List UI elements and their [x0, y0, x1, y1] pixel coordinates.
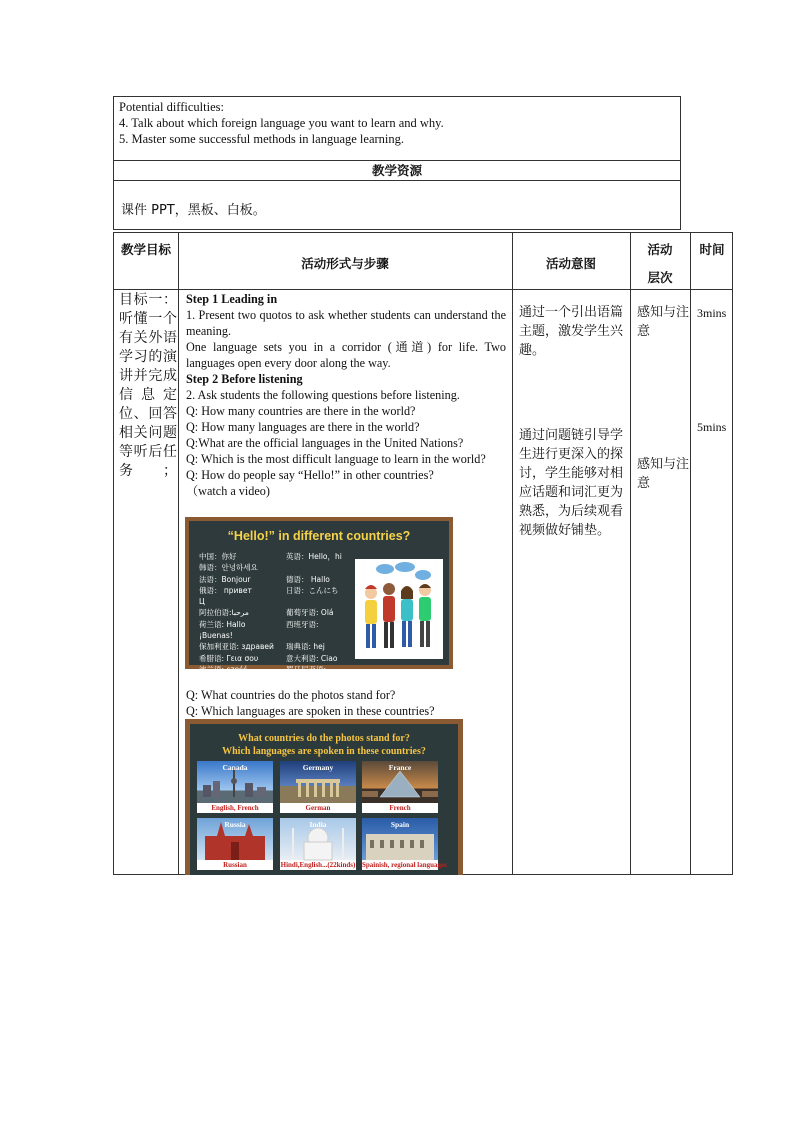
greeting-line: 罗马尼亚语:: [286, 664, 327, 674]
photo-india: [280, 818, 356, 870]
greeting-line: 西班牙语:: [286, 619, 319, 629]
greeting-line: ¡Buenas!: [199, 631, 233, 641]
greeting-line: 德语： Hallo: [286, 574, 330, 584]
col-divider: [512, 233, 513, 874]
photo-language: Hindi,English...(22kinds): [280, 861, 356, 869]
photo-language: Spainish, regional languages: [362, 861, 447, 869]
greeting-line: 英语：Hello，hi: [286, 552, 342, 561]
intent-2: 通过问题链引导学生进行更深入的探讨，学生能够对相应话题和词汇更为熟悉，为后续观看视频做好铺垫。: [519, 428, 624, 538]
divider: [114, 180, 680, 181]
time-2: 5mins: [697, 420, 727, 434]
difficulties-resources-box: [113, 96, 681, 230]
header-steps: 活动形式与步骤: [301, 256, 389, 271]
col-divider: [690, 233, 691, 874]
photo-country-name: Germany: [302, 763, 334, 772]
question: Q: What countries do the photos stand for?: [186, 688, 396, 702]
photo-language: French: [389, 804, 411, 812]
countries-slide: [185, 719, 463, 875]
level-2: 感知与注意: [637, 457, 690, 491]
time-1: 3mins: [697, 306, 727, 320]
greeting-line: 希腊语: Γεια σου: [199, 653, 259, 663]
photo-france: [362, 761, 438, 813]
goal-text: 目标一：听懂一个有关外语学习的演讲并完成信息定位、回答相关问题等听后任务；: [119, 292, 177, 479]
slide-title: “Hello!” in different countries?: [227, 529, 411, 543]
photo-country-name: Russia: [224, 820, 246, 829]
photo-questions: [186, 687, 506, 719]
photo-spain: [362, 818, 447, 870]
hello-slide: [185, 517, 453, 686]
question: Q:What are the official languages in the United Nations?: [186, 436, 464, 450]
photo-country-name: India: [309, 820, 327, 829]
difficulties-title: Potential difficulties:: [119, 100, 224, 114]
level-1: 感知与注意: [637, 305, 690, 339]
step2-line1: 2. Ask students the following questions before listening.: [186, 388, 460, 402]
question: Q: Which is the most difficult language to learn in the world?: [186, 452, 486, 466]
difficulty-5: 5. Master some successful methods in language learning.: [119, 132, 404, 146]
slide-question-2: Which languages are spoken in these countries?: [222, 746, 426, 757]
greeting-line: 意大利语: Ciao: [286, 653, 338, 663]
slide-question-1: What countries do the photos stand for?: [238, 733, 410, 744]
greetings-right-column: [286, 551, 342, 675]
greeting-line: 日语：こんにち: [286, 585, 339, 595]
intent-1: 通过一个引出语篇主题，激发学生兴趣。: [519, 305, 624, 358]
greeting-line: 波兰语: cześć: [199, 664, 248, 674]
photo-language: English, French: [211, 804, 259, 812]
photo-language: German: [305, 804, 331, 812]
greeting-line: 阿拉伯语:مرحبا: [199, 608, 249, 618]
col-divider: [178, 233, 179, 874]
greetings-left-column: [199, 551, 274, 687]
photo-country-name: France: [388, 763, 412, 772]
header-goal: 教学目标: [120, 242, 171, 257]
header-divider: [114, 289, 732, 290]
col-divider: [630, 233, 631, 874]
question: Q: How do people say “Hello!” in other countries?: [186, 468, 434, 482]
greeting-line: 保加利亚语: здравей: [199, 642, 274, 652]
question: Q: How many languages are there in the world?: [186, 420, 420, 434]
greeting-line: [286, 596, 342, 607]
greeting-line: 法语：Bonjour: [199, 574, 251, 584]
greeting-line: Ц: [199, 597, 205, 607]
step2-title: Step 2 Before listening: [186, 372, 303, 386]
photo-country-name: Spain: [390, 820, 410, 829]
activity-steps: [186, 291, 506, 499]
step1-line1: 1. Present two quotos to ask whether students can understand the meaning.: [186, 308, 506, 338]
header-intent: 活动意图: [545, 256, 596, 271]
question-note: （watch a video): [186, 484, 270, 498]
photo-canada: [197, 761, 273, 813]
header-time: 时间: [699, 242, 725, 257]
greeting-line: 瑞典语: hej: [286, 642, 325, 652]
greeting-line: [286, 630, 342, 641]
header-level-b: 层次: [647, 270, 673, 285]
photo-russia: [197, 818, 273, 870]
greeting-line: 荷兰语: Hallo: [199, 619, 246, 629]
step1-title: Step 1 Leading in: [186, 292, 278, 306]
header-level-a: 活动: [647, 242, 673, 257]
photo-germany: [280, 761, 356, 813]
potential-difficulties: [119, 99, 444, 147]
photo-language: Russian: [223, 861, 247, 869]
difficulty-4: 4. Talk about which foreign language you want to learn and why.: [119, 116, 444, 130]
greeting-line: bună: [199, 676, 218, 686]
resources-title: 教学资源: [371, 163, 422, 178]
resources-body: 课件 PPT，黑板、白板。: [121, 203, 266, 218]
question: Q: How many countries are there in the world?: [186, 404, 416, 418]
people-illustration: [355, 559, 443, 659]
chalkboard: [189, 521, 449, 686]
greeting-line: 葡萄牙语: Olá: [286, 608, 334, 618]
greeting-line: 中国：你好: [199, 552, 237, 561]
greeting-line: 韩语：안녕하세요: [199, 563, 258, 573]
photo-country-name: Canada: [222, 763, 248, 772]
step1-line2: One language sets you in a corridor (通道) for life. Two languages open every door along the way.: [186, 340, 506, 370]
question: Q: Which languages are spoken in these countries?: [186, 704, 435, 718]
greeting-line: 俄语： привет: [199, 585, 252, 595]
greeting-line: [286, 562, 342, 573]
chalkboard: [190, 724, 458, 875]
